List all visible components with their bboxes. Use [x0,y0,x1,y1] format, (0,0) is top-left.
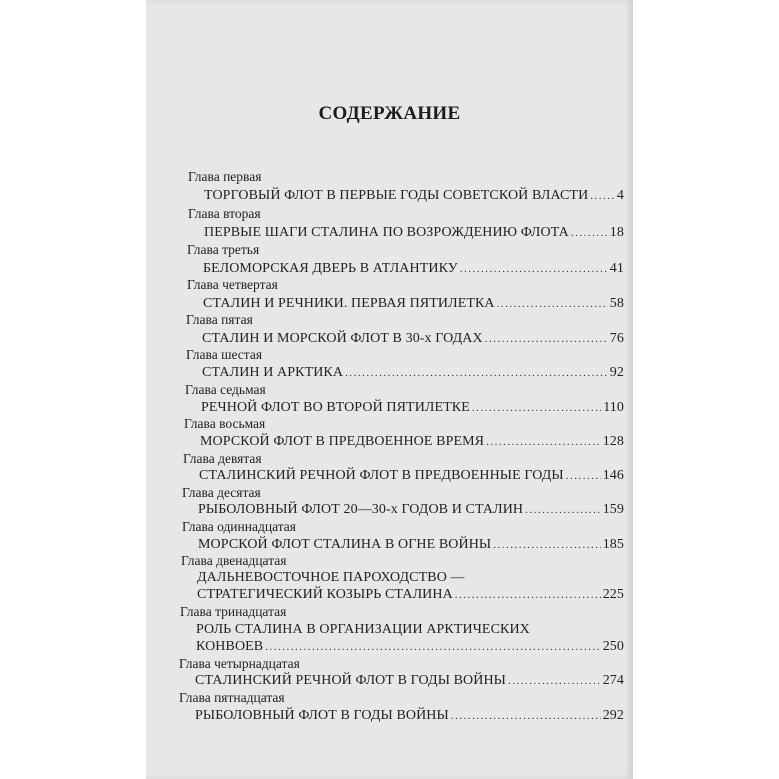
chapter-title: СТАЛИН И МОРСКОЙ ФЛОТ В 30-х ГОДАХ [202,331,483,346]
dot-leader [486,433,601,451]
chapter-entry[interactable] [195,672,624,690]
chapter-label: Глава девятая [183,451,262,466]
page-number: 76 [609,331,624,346]
chapter-entry[interactable] [202,330,624,348]
chapter-title-line[interactable]: ДАЛЬНЕВОСТОЧНОЕ ПАРОХОДСТВО — [197,570,465,585]
page-number: 225 [602,587,624,602]
dot-leader [566,467,601,485]
dot-leader [451,707,601,725]
chapter-title: СТАЛИН И РЕЧНИКИ. ПЕРВАЯ ПЯТИЛЕТКА [203,296,495,311]
dot-leader [525,501,601,519]
chapter-label: Глава двенадцатая [181,553,287,568]
chapter-entry[interactable] [198,501,624,519]
chapter-entry[interactable] [196,638,624,656]
page-number: 4 [616,188,624,203]
chapter-entry[interactable] [204,187,624,205]
page-number: 274 [602,673,624,688]
chapter-title: МОРСКОЙ ФЛОТ СТАЛИНА В ОГНЕ ВОЙНЫ [198,537,492,552]
page-number: 41 [609,261,624,276]
dot-leader [571,224,608,242]
chapter-label: Глава третья [187,242,260,257]
chapter-label: Глава четырнадцатая [179,656,300,671]
page-title: СОДЕРЖАНИЕ [318,103,461,124]
page-number: 58 [609,296,624,311]
chapter-title: КОНВОЕВ [196,639,264,654]
chapter-title-line[interactable]: РОЛЬ СТАЛИНА В ОРГАНИЗАЦИИ АРКТИЧЕСКИХ [196,622,530,637]
dot-leader [455,586,601,604]
chapter-entry[interactable] [195,707,624,725]
chapter-entry[interactable] [199,467,624,485]
chapter-label: Глава одиннадцатая [182,519,296,534]
dot-leader [460,260,608,278]
chapter-title: СТРАТЕГИЧЕСКИЙ КОЗЫРЬ СТАЛИНА [197,587,453,602]
chapter-title: РЫБОЛОВНЫЙ ФЛОТ 20—30-х ГОДОВ И СТАЛИН [198,502,524,517]
chapter-entry[interactable] [203,295,624,313]
chapter-title: МОРСКОЙ ФЛОТ В ПРЕДВОЕННОЕ ВРЕМЯ [200,434,485,449]
page-number: 128 [602,434,624,449]
chapter-label: Глава шестая [186,347,263,362]
chapter-label: Глава тринадцатая [180,604,287,619]
chapter-label: Глава десятая [182,485,261,500]
chapter-title: ПЕРВЫЕ ШАГИ СТАЛИНА ПО ВОЗРОЖДЕНИЮ ФЛОТА [204,225,569,240]
chapter-label: Глава восьмая [184,416,266,431]
chapter-title: СТАЛИНСКИЙ РЕЧНОЙ ФЛОТ В ГОДЫ ВОЙНЫ [195,673,506,688]
page-number: 18 [609,225,624,240]
chapter-title: БЕЛОМОРСКАЯ ДВЕРЬ В АТЛАНТИКУ [203,261,458,276]
chapter-label: Глава пятая [186,312,253,327]
chapter-label: Глава седьмая [185,382,266,397]
page-number: 92 [609,365,624,380]
chapter-label: Глава четвертая [187,277,278,292]
dot-leader [497,295,608,313]
chapter-title: СТАЛИНСКИЙ РЕЧНОЙ ФЛОТ В ПРЕДВОЕННЫЕ ГОДЫ [199,468,564,483]
dot-leader [472,399,601,417]
chapter-label: Глава первая [188,169,262,184]
page-number: 250 [602,639,624,654]
chapter-entry[interactable] [203,260,624,278]
dot-leader [265,638,600,656]
page-number: 146 [602,468,624,483]
dot-leader [345,364,608,382]
dot-leader [590,187,615,205]
chapter-entry[interactable] [204,224,624,242]
chapter-entry[interactable] [202,364,624,382]
chapter-title: РЕЧНОЙ ФЛОТ ВО ВТОРОЙ ПЯТИЛЕТКЕ [201,400,470,415]
chapter-entry[interactable] [201,399,624,417]
dot-leader [508,672,601,690]
dot-leader [493,536,600,554]
chapter-entry[interactable] [200,433,624,451]
page-number: 185 [602,537,624,552]
chapter-title: ТОРГОВЫЙ ФЛОТ В ПЕРВЫЕ ГОДЫ СОВЕТСКОЙ ВЛАСТИ [204,188,589,203]
chapter-title: РЫБОЛОВНЫЙ ФЛОТ В ГОДЫ ВОЙНЫ [195,708,449,723]
dot-leader [485,330,608,348]
page-number: 292 [602,708,624,723]
chapter-label: Глава пятнадцатая [179,690,285,705]
chapter-title: СТАЛИН И АРКТИКА [202,365,344,380]
page-number: 110 [603,400,624,415]
chapter-label: Глава вторая [188,206,261,221]
page-number: 159 [602,502,624,517]
chapter-entry[interactable] [197,586,624,604]
chapter-entry[interactable] [198,536,624,554]
